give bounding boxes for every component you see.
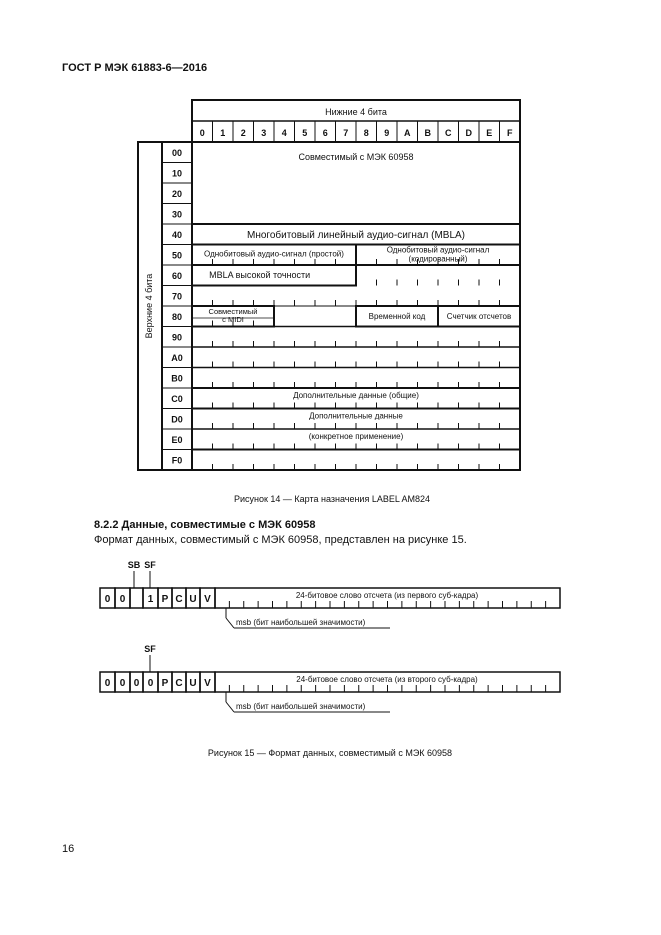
- block-reserved: [274, 306, 356, 327]
- frame2-bit-value: 0: [104, 678, 111, 689]
- row-header: 20: [171, 189, 183, 199]
- frame2-msb-pointer: [226, 702, 234, 712]
- row-header: D0: [171, 414, 183, 425]
- frame1-bit-value: 1: [147, 594, 154, 605]
- frame2-msb-label: msb (бит наибольшей значимости): [236, 702, 366, 711]
- column-header: 6: [322, 128, 328, 138]
- frame1-bit-value: U: [189, 594, 197, 605]
- frame2-bit-value: 0: [147, 678, 154, 689]
- column-header: E: [486, 128, 493, 138]
- row-header: A0: [171, 353, 183, 363]
- block-midi-label: Совместимый: [208, 307, 258, 316]
- section-text: Формат данных, совместимый с МЭК 60958, представлен на рисунке 15.: [94, 534, 467, 546]
- column-header: 2: [240, 128, 246, 138]
- row-header: 00: [171, 148, 183, 158]
- row-header: 50: [171, 250, 183, 261]
- block-mbla-hp-label: MBLA высокой точности: [209, 270, 311, 280]
- figure14-caption: Рисунок 14 — Карта назначения LABEL AM824: [233, 494, 431, 504]
- frame1-msb-pointer: [226, 618, 234, 628]
- block-ancillary-data-label: Дополнительные данные: [309, 411, 403, 421]
- frame2-bit-value: 0: [133, 678, 140, 689]
- column-header: 0: [199, 128, 205, 138]
- figure15-caption: Рисунок 15 — Формат данных, совместимый с МЭК 60958: [207, 748, 453, 758]
- frame2-sf-label: SF: [144, 644, 156, 654]
- row-header: B0: [171, 373, 183, 384]
- block-mbla-label: Многобитовый линейный аудио-сигнал (MBLA): [246, 230, 466, 241]
- lower-bits-label: Нижние 4 бита: [325, 107, 387, 117]
- frame1-bit-value: 0: [119, 594, 126, 605]
- column-header: A: [404, 128, 411, 138]
- block-ancillary-common-label: Дополнительные данные (общие): [293, 391, 419, 400]
- data-format-texts: [105, 560, 479, 758]
- row-header: 80: [171, 312, 183, 322]
- row-header: 40: [171, 230, 183, 240]
- row-header: 70: [171, 291, 183, 302]
- frame1-word-label: 24-битовое слово отсчета (из первого суб-кадра): [295, 591, 479, 600]
- page-number: 16: [62, 843, 75, 855]
- frame2-bit-value: V: [204, 678, 211, 689]
- block-onebit-coded-label: Однобитовый аудио-сигнал: [386, 245, 490, 255]
- column-header: 9: [384, 128, 390, 138]
- document-header: ГОСТ Р МЭК 61883-6—2016: [62, 62, 208, 74]
- row-header: E0: [171, 435, 183, 445]
- frame1-bit-value: V: [204, 594, 211, 605]
- column-header: 5: [302, 128, 308, 138]
- frame1-bit-value: 0: [104, 594, 111, 605]
- block-onebit-simple-label: Однобитовый аудио-сигнал (простой): [204, 249, 344, 259]
- frame1-bit-value: P: [161, 594, 169, 605]
- column-header: B: [424, 128, 431, 138]
- frame1-msb-label: msb (бит наибольшей значимости): [236, 618, 366, 627]
- frame2-bit-value: U: [189, 678, 197, 689]
- frame2-bit-value: 0: [119, 678, 126, 689]
- block-timecode-label: Временной код: [368, 312, 426, 321]
- frame1-sf-label: SF: [144, 560, 156, 570]
- row-header: 60: [171, 271, 183, 281]
- column-header: D: [465, 128, 472, 138]
- frame1-bit-value: C: [175, 594, 183, 605]
- column-header: 1: [220, 128, 226, 138]
- row-header: F0: [171, 455, 183, 466]
- frame1-bit-cell: [130, 588, 143, 608]
- frame2-bit-value: C: [175, 678, 183, 689]
- column-header: 8: [363, 128, 369, 138]
- frame2-bit-value: P: [161, 678, 169, 689]
- row-header: C0: [171, 394, 183, 404]
- block-ancillary-specific-label: (конкретное применение): [308, 432, 404, 441]
- frame2-word-label: 24-битовое слово отсчета (из второго суб-кадра): [296, 675, 478, 684]
- column-header: 3: [261, 128, 267, 138]
- row-header: 10: [171, 168, 183, 179]
- block-counter-label: Счетчик отсчетов: [446, 312, 512, 321]
- column-header: C: [445, 128, 452, 138]
- block-iec60958-label: Совместимый с МЭК 60958: [298, 152, 414, 162]
- block-onebit-coded-label-2: (кодированный): [408, 254, 468, 264]
- row-header: 90: [171, 332, 183, 343]
- column-header: F: [507, 128, 513, 138]
- upper-bits-label: Верхние 4 бита: [144, 273, 154, 339]
- row-header: 30: [171, 209, 183, 220]
- section-title: 8.2.2 Данные, совместимые с МЭК 60958: [94, 519, 316, 531]
- column-header: 4: [281, 128, 287, 138]
- column-header: 7: [343, 128, 349, 138]
- block-midi-label-2: с MIDI: [222, 315, 244, 324]
- frame1-sb-label: SB: [127, 560, 141, 570]
